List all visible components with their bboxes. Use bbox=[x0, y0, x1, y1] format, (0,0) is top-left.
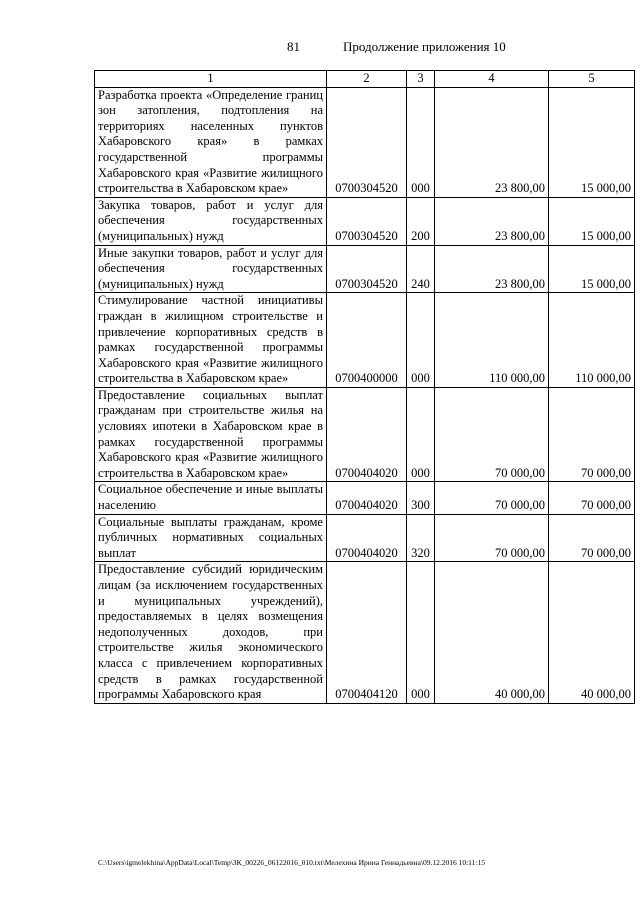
table-row bbox=[95, 387, 635, 482]
row-name-cell: Стимулирование частной инициативы граждан в жилищном строительстве и привлечение корпоративных средств в рамках государственной программы Хабаровского края «Развитие жилищного строительства в Хабаровском крае» bbox=[95, 293, 327, 388]
row-name-cell: Социальное обеспечение и иные выплаты населению bbox=[95, 482, 327, 514]
amount-cell-col5: 70 000,00 bbox=[549, 387, 635, 482]
document-file-path: C:\Users\igmelekhina\AppData\Local\Temp\ЗК_00226_06122016_010.txt\Мелехина Ирина Геннадьевна\09.12.2016 10:11:15 bbox=[98, 858, 485, 867]
table-row bbox=[95, 514, 635, 562]
expense-type-cell: 000 bbox=[407, 387, 435, 482]
amount-cell-col5: 40 000,00 bbox=[549, 562, 635, 703]
expense-type-cell: 000 bbox=[407, 293, 435, 388]
table-row bbox=[95, 482, 635, 514]
row-name-cell: Социальные выплаты гражданам, кроме публичных нормативных социальных выплат bbox=[95, 514, 327, 562]
amount-cell-col5: 70 000,00 bbox=[549, 482, 635, 514]
expense-type-cell: 000 bbox=[407, 87, 435, 197]
column-header: 2 bbox=[327, 71, 407, 88]
amount-cell-col4: 23 800,00 bbox=[435, 197, 549, 245]
amount-cell-col4: 70 000,00 bbox=[435, 387, 549, 482]
target-code-cell: 0700404020 bbox=[327, 482, 407, 514]
target-code-cell: 0700304520 bbox=[327, 245, 407, 293]
amount-cell-col4: 110 000,00 bbox=[435, 293, 549, 388]
amount-cell-col5: 110 000,00 bbox=[549, 293, 635, 388]
expense-type-cell: 000 bbox=[407, 562, 435, 703]
target-code-cell: 0700404020 bbox=[327, 387, 407, 482]
row-name-cell: Закупка товаров, работ и услуг для обеспечения государственных (муниципальных) нужд bbox=[95, 197, 327, 245]
column-header: 4 bbox=[435, 71, 549, 88]
amount-cell-col4: 70 000,00 bbox=[435, 514, 549, 562]
target-code-cell: 0700400000 bbox=[327, 293, 407, 388]
row-name-cell: Предоставление субсидий юридическим лицам (за исключением государственных и муниципальных учреждений), предоставляемых в целях возмещения недополученных доходов, при строительстве жилья экономического класса с привлечением корпоративных средств в рамках государственной программы Хабаровского края bbox=[95, 562, 327, 703]
column-header: 1 bbox=[95, 71, 327, 88]
amount-cell-col4: 40 000,00 bbox=[435, 562, 549, 703]
row-name-cell: Предоставление социальных выплат гражданам при строительстве жилья на условиях ипотеки в Хабаровском крае в рамках государственной программы Хабаровского края «Развитие жилищного строительства в Хабаровском крае» bbox=[95, 387, 327, 482]
amount-cell-col5: 70 000,00 bbox=[549, 514, 635, 562]
table-row bbox=[95, 197, 635, 245]
table-row bbox=[95, 87, 635, 197]
expense-type-cell: 240 bbox=[407, 245, 435, 293]
expense-type-cell: 320 bbox=[407, 514, 435, 562]
amount-cell-col5: 15 000,00 bbox=[549, 197, 635, 245]
target-code-cell: 0700304520 bbox=[327, 87, 407, 197]
table-row bbox=[95, 245, 635, 293]
page-header bbox=[0, 39, 640, 57]
amount-cell-col5: 15 000,00 bbox=[549, 245, 635, 293]
table-row bbox=[95, 293, 635, 388]
target-code-cell: 0700404120 bbox=[327, 562, 407, 703]
expense-type-cell: 200 bbox=[407, 197, 435, 245]
amount-cell-col4: 23 800,00 bbox=[435, 87, 549, 197]
page-number: 81 bbox=[287, 39, 300, 54]
row-name-cell: Разработка проекта «Определение границ зон затопления, подтопления на территориях населенных пунктов Хабаровского края» в рамках государственной программы Хабаровского края «Развитие жилищного строительства в Хабаровском крае» bbox=[95, 87, 327, 197]
column-header: 5 bbox=[549, 71, 635, 88]
table-header-row bbox=[95, 71, 635, 88]
amount-cell-col4: 70 000,00 bbox=[435, 482, 549, 514]
row-name-cell: Иные закупки товаров, работ и услуг для обеспечения государственных (муниципальных) нужд bbox=[95, 245, 327, 293]
budget-table bbox=[94, 70, 635, 704]
table-row bbox=[95, 562, 635, 703]
expense-type-cell: 300 bbox=[407, 482, 435, 514]
column-header: 3 bbox=[407, 71, 435, 88]
target-code-cell: 0700404020 bbox=[327, 514, 407, 562]
amount-cell-col5: 15 000,00 bbox=[549, 87, 635, 197]
appendix-continuation-title: Продолжение приложения 10 bbox=[343, 39, 506, 54]
amount-cell-col4: 23 800,00 bbox=[435, 245, 549, 293]
target-code-cell: 0700304520 bbox=[327, 197, 407, 245]
